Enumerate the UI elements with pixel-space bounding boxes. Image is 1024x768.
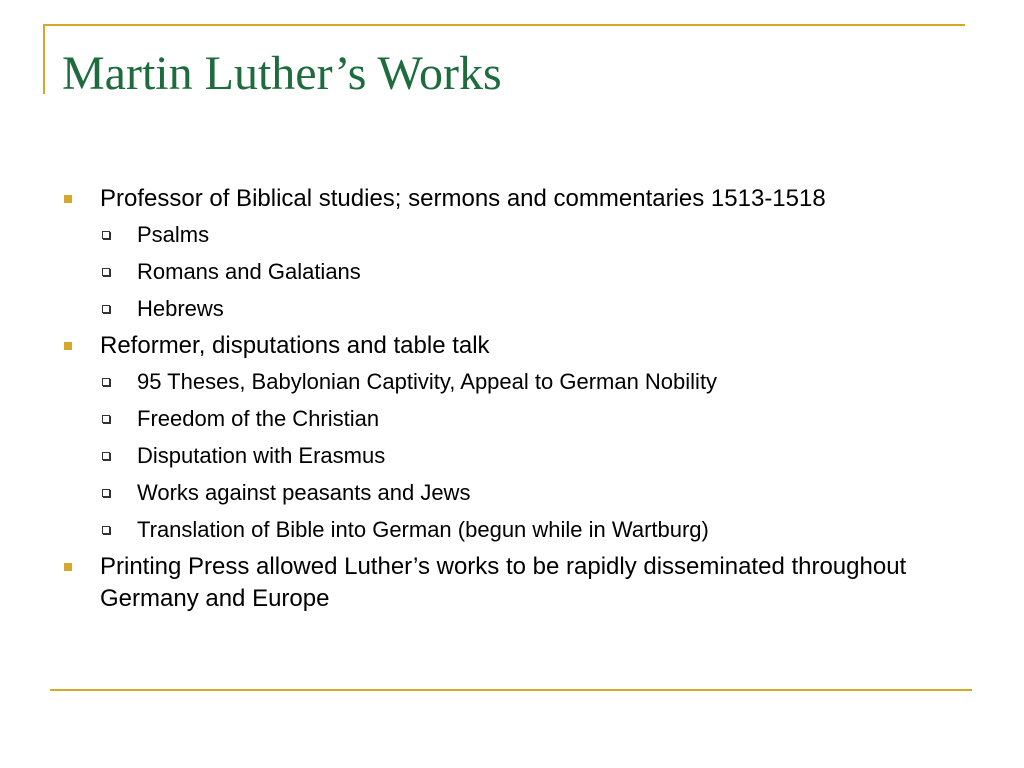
- hollow-square-bullet-icon: [102, 378, 110, 386]
- hollow-square-bullet-icon: [102, 489, 110, 497]
- sub-list-2: [62, 366, 962, 545]
- bullet-text: Printing Press allowed Luther’s works to be rapidly disseminated throughout Germany and Europe: [100, 553, 907, 612]
- sub-bullet-item: [62, 219, 962, 250]
- square-bullet-icon: [64, 195, 72, 203]
- square-bullet-icon: [64, 563, 72, 571]
- bullet-text: Professor of Biblical studies; sermons and commentaries 1513-1518: [100, 185, 826, 212]
- sub-bullet-item: [62, 477, 962, 508]
- sub-bullet-text: Freedom of the Christian: [137, 406, 380, 431]
- sub-bullet-text: Disputation with Erasmus: [137, 443, 386, 468]
- bullet-item-2: [62, 330, 962, 362]
- slide-title: Martin Luther’s Works: [62, 47, 502, 100]
- hollow-square-bullet-icon: [102, 452, 110, 460]
- hollow-square-bullet-icon: [102, 415, 110, 423]
- bullet-item-1: [62, 183, 962, 215]
- sub-bullet-item: [62, 403, 962, 434]
- bullet-list: [62, 183, 962, 622]
- bullet-item-3: [62, 551, 962, 615]
- hollow-square-bullet-icon: [102, 305, 110, 313]
- sub-bullet-text: Translation of Bible into German (begun while in Wartburg): [137, 517, 709, 542]
- sub-bullet-item: [62, 514, 962, 545]
- sub-bullet-text: 95 Theses, Babylonian Captivity, Appeal to German Nobility: [137, 369, 718, 394]
- square-bullet-icon: [64, 342, 72, 350]
- sub-bullet-item: [62, 293, 962, 324]
- bottom-divider-line: [50, 689, 972, 691]
- sub-bullet-item: [62, 256, 962, 287]
- sub-bullet-text: Psalms: [137, 222, 210, 247]
- sub-bullet-text: Hebrews: [137, 296, 224, 321]
- bullet-text: Reformer, disputations and table talk: [100, 332, 490, 359]
- sub-bullet-text: Romans and Galatians: [137, 259, 361, 284]
- left-divider-line: [43, 24, 45, 94]
- sub-bullet-item: [62, 366, 962, 397]
- hollow-square-bullet-icon: [102, 268, 110, 276]
- hollow-square-bullet-icon: [102, 526, 110, 534]
- sub-bullet-item: [62, 440, 962, 471]
- sub-list-1: [62, 219, 962, 324]
- hollow-square-bullet-icon: [102, 231, 110, 239]
- sub-bullet-text: Works against peasants and Jews: [137, 480, 471, 505]
- top-divider-line: [43, 24, 965, 26]
